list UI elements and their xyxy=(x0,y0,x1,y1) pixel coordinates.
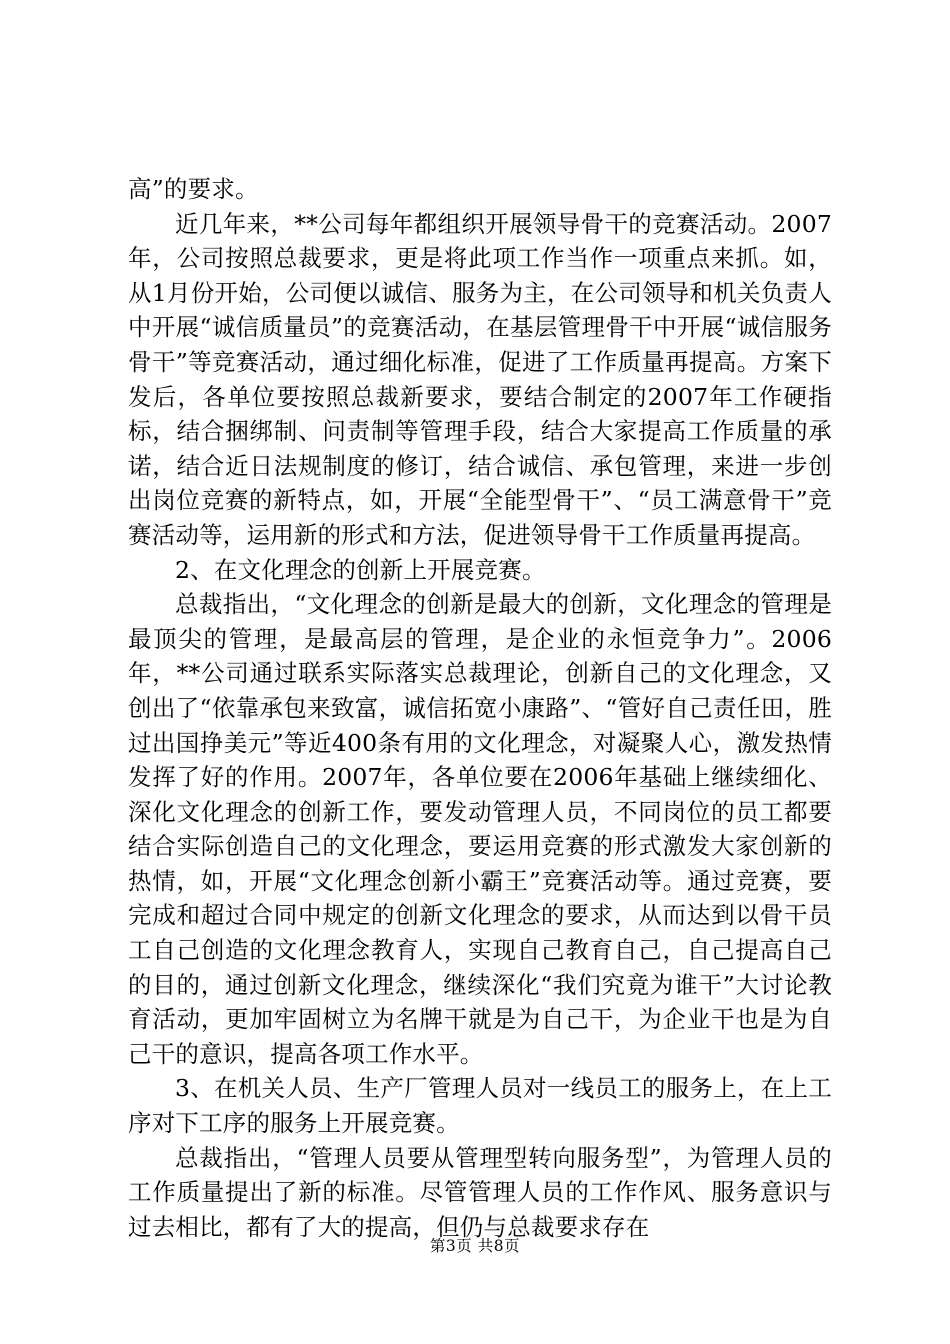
paragraph-continuation: 高”的要求。 xyxy=(128,175,259,203)
section-heading-culture-innovation: 2、在文化理念的创新上开展竞赛。 xyxy=(175,555,546,584)
document-body xyxy=(128,172,832,1244)
paragraph-culture-innovation: 总裁指出，“文化理念的创新是最大的创新，文化理念的管理是最顶尖的管理，是最高层的管理，是企业的永恒竞争力”。2006年，**公司通过联系实际落实总裁理论，创新自己的文化理念，又创出了“依靠承包来致富，诚信拓宽小康路”、“管好自己责任田，胜过出国挣美元”等近400条有用的文化理念，对凝聚人心，激发热情发挥了好的作用。2007年，各单位要在2006年基础上继续细化、深化文化理念的创新工作，要发动管理人员，不同岗位的员工都要结合实际创造自己的文化理念，要运用竞赛的形式激发大家创新的热情，如，开展“文化理念创新小霸王”竞赛活动等。通过竞赛，要完成和超过合同中规定的创新文化理念的要求，从而达到以骨干员工自己创造的文化理念教育人，实现自己教育自己，自己提高自己的目的，通过创新文化理念，继续深化“我们究竟为谁干”大讨论教育活动，更加牢固树立为名牌干就是为自己干，为企业干也是为自己干的意识，提高各项工作水平。 xyxy=(128,590,832,1068)
paragraph-leader-competition: 近几年来，**公司每年都组织开展领导骨干的竞赛活动。2007年，公司按照总裁要求，更是将此项工作当作一项重点来抓。如，从1月份开始，公司便以诚信、服务为主，在公司领导和机关负责人中开展“诚信质量员”的竞赛活动，在基层管理骨干中开展“诚信服务骨干”等竞赛活动，通过细化标准，促进了工作质量再提高。方案下发后，各单位要按照总裁新要求，要结合制定的2007年工作硬指标，结合捆绑制、问责制等管理手段，结合大家提高工作质量的承诺，结合近日法规制度的修订，结合诚信、承包管理，来进一步创出岗位竞赛的新特点，如，开展“全能型骨干”、“员工满意骨干”竞赛活动等，运用新的形式和方法，促进领导骨干工作质量再提高。 xyxy=(128,209,832,549)
paragraph-service-competition: 总裁指出，“管理人员要从管理型转向服务型”，为管理人员的工作质量提出了新的标准。尽管管理人员的工作作风、服务意识与过去相比，都有了大的提高，但仍与总裁要求存在 xyxy=(128,1143,832,1241)
page-footer: 第3页 共8页 xyxy=(429,1237,521,1255)
section-heading-service-competition: 3、在机关人员、生产厂管理人员对一线员工的服务上，在上工序对下工序的服务上开展竞赛。 xyxy=(128,1074,832,1138)
